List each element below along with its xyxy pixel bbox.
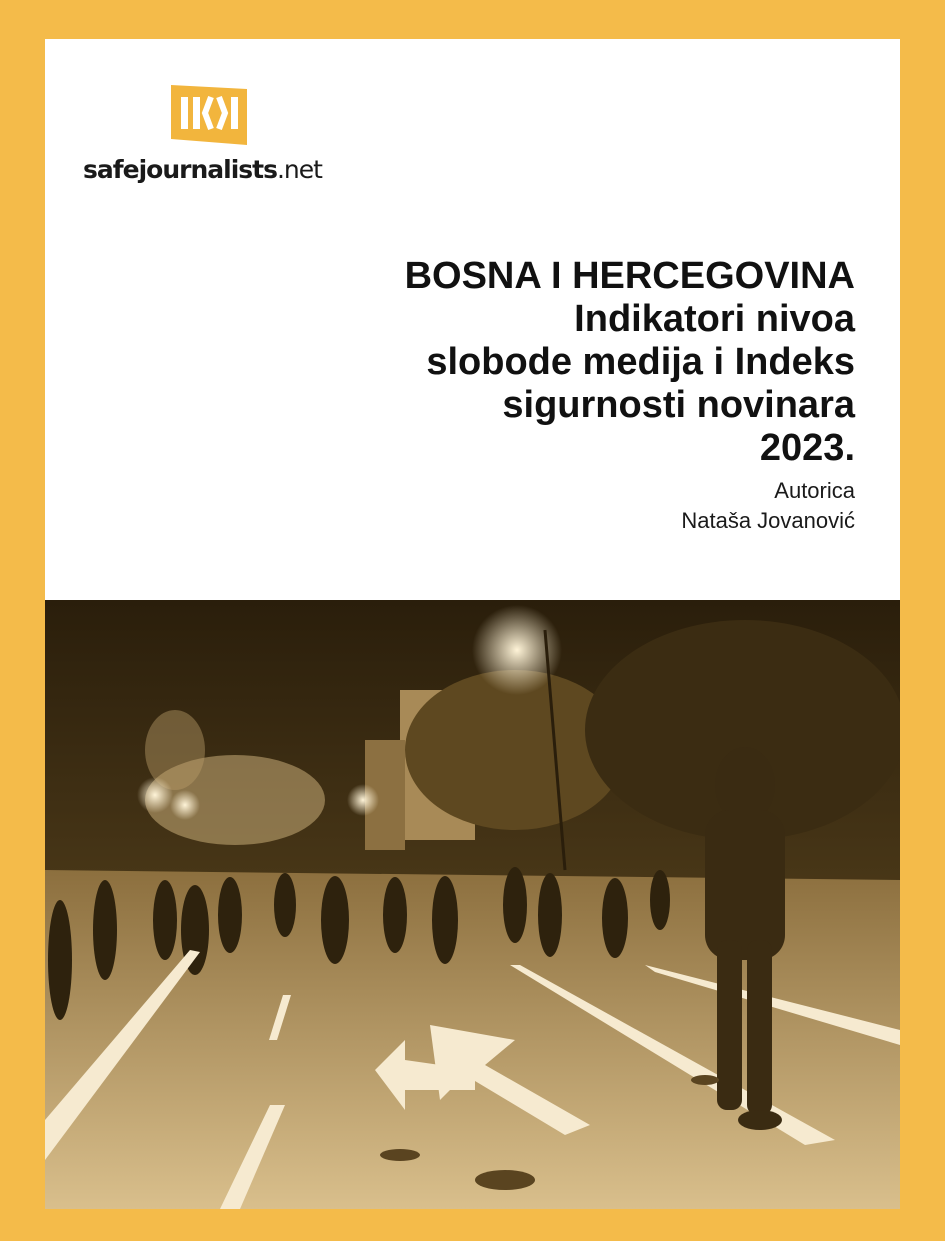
street-light — [137, 777, 173, 813]
title-line-4: sigurnosti novinara — [502, 384, 855, 426]
author-label: Autorica — [774, 478, 855, 503]
title-line-2: Indikatori nivoa — [574, 298, 855, 340]
logo-wordmark — [83, 155, 322, 184]
title-line-country: BOSNA I HERCEGOVINA — [404, 255, 855, 297]
street-light — [170, 790, 200, 820]
title-line-year: 2023. — [759, 427, 855, 469]
logo-name-light: .net — [276, 155, 322, 184]
protest-street-photo — [45, 600, 900, 1209]
title-line-3: slobode medija i Indeks — [426, 341, 855, 383]
author-name: Nataša Jovanović — [681, 508, 855, 533]
logo[interactable] — [83, 83, 343, 193]
cover-page — [45, 39, 900, 1209]
logo-name-bold: safejournalists — [83, 155, 277, 184]
photo-illustration — [45, 600, 900, 1209]
gate-logo-icon — [167, 83, 249, 147]
title-block — [295, 255, 855, 536]
street-light — [347, 784, 379, 816]
